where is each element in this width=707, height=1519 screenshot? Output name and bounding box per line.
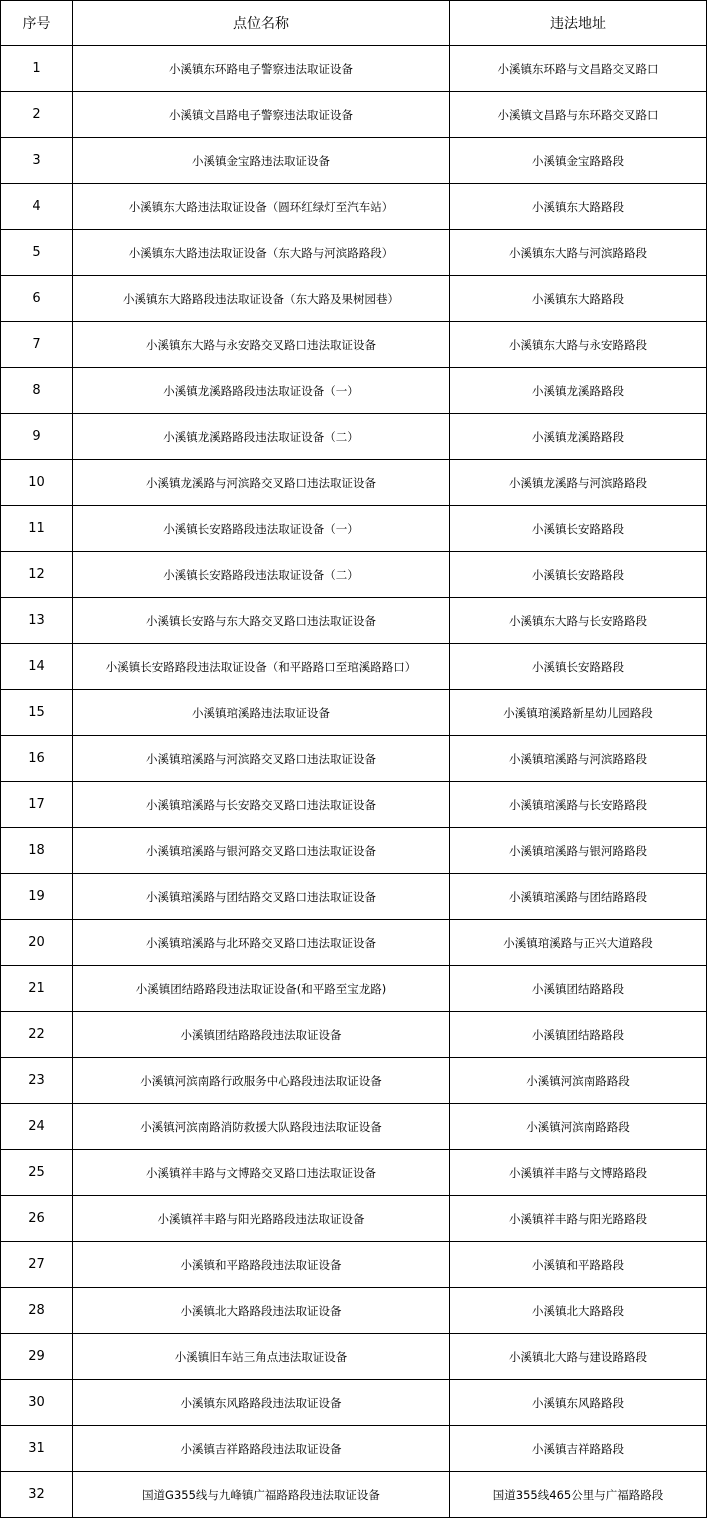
- table-row: [1, 460, 707, 506]
- row-violation-address-cell: 小溪镇东大路与河滨路路段: [450, 230, 707, 276]
- row-location-name-cell: 小溪镇琯溪路与团结路交叉路口违法取证设备: [73, 874, 450, 920]
- row-index-cell: 22: [1, 1012, 73, 1058]
- row-violation-address-cell: 小溪镇北大路路段: [450, 1288, 707, 1334]
- table-row: [1, 46, 707, 92]
- table-row: [1, 1426, 707, 1472]
- row-location-name-cell: 小溪镇琯溪路违法取证设备: [73, 690, 450, 736]
- row-violation-address-cell: 小溪镇河滨南路路段: [450, 1104, 707, 1150]
- row-violation-address-cell: 小溪镇东环路与文昌路交叉路口: [450, 46, 707, 92]
- table-row: [1, 1380, 707, 1426]
- row-location-name-cell: 小溪镇长安路路段违法取证设备（一）: [73, 506, 450, 552]
- header-index: 序号: [1, 1, 73, 46]
- row-index-cell: 7: [1, 322, 73, 368]
- row-location-name-cell: 小溪镇东大路违法取证设备（圆环红绿灯至汽车站）: [73, 184, 450, 230]
- row-violation-address-cell: 小溪镇长安路路段: [450, 552, 707, 598]
- table-row: [1, 598, 707, 644]
- row-violation-address-cell: 小溪镇文昌路与东环路交叉路口: [450, 92, 707, 138]
- row-index-cell: 1: [1, 46, 73, 92]
- table-row: [1, 1288, 707, 1334]
- row-index-cell: 16: [1, 736, 73, 782]
- row-index-cell: 4: [1, 184, 73, 230]
- row-violation-address-cell: 小溪镇长安路路段: [450, 644, 707, 690]
- row-location-name-cell: 小溪镇东大路与永安路交叉路口违法取证设备: [73, 322, 450, 368]
- row-location-name-cell: 小溪镇东大路违法取证设备（东大路与河滨路路段）: [73, 230, 450, 276]
- table-row: [1, 874, 707, 920]
- table-row: [1, 920, 707, 966]
- table-row: [1, 276, 707, 322]
- row-index-cell: 28: [1, 1288, 73, 1334]
- row-violation-address-cell: 小溪镇琯溪路与银河路路段: [450, 828, 707, 874]
- row-violation-address-cell: 小溪镇团结路路段: [450, 966, 707, 1012]
- table-row: [1, 230, 707, 276]
- row-violation-address-cell: 小溪镇龙溪路路段: [450, 414, 707, 460]
- row-location-name-cell: 小溪镇东风路路段违法取证设备: [73, 1380, 450, 1426]
- row-violation-address-cell: 小溪镇琯溪路新星幼儿园路段: [450, 690, 707, 736]
- row-location-name-cell: 小溪镇和平路路段违法取证设备: [73, 1242, 450, 1288]
- table-row: [1, 782, 707, 828]
- row-violation-address-cell: 小溪镇东大路与永安路路段: [450, 322, 707, 368]
- row-index-cell: 12: [1, 552, 73, 598]
- row-location-name-cell: 小溪镇吉祥路路段违法取证设备: [73, 1426, 450, 1472]
- table-row: [1, 828, 707, 874]
- row-index-cell: 23: [1, 1058, 73, 1104]
- row-violation-address-cell: 小溪镇和平路路段: [450, 1242, 707, 1288]
- row-location-name-cell: 小溪镇龙溪路路段违法取证设备（一）: [73, 368, 450, 414]
- row-index-cell: 17: [1, 782, 73, 828]
- row-violation-address-cell: 小溪镇吉祥路路段: [450, 1426, 707, 1472]
- row-violation-address-cell: 小溪镇东大路路段: [450, 276, 707, 322]
- table-row: [1, 322, 707, 368]
- header-row: [1, 1, 707, 46]
- row-location-name-cell: 小溪镇旧车站三角点违法取证设备: [73, 1334, 450, 1380]
- row-violation-address-cell: 小溪镇团结路路段: [450, 1012, 707, 1058]
- row-index-cell: 24: [1, 1104, 73, 1150]
- row-index-cell: 9: [1, 414, 73, 460]
- table-row: [1, 736, 707, 782]
- table-row: [1, 552, 707, 598]
- table-row: [1, 414, 707, 460]
- row-index-cell: 27: [1, 1242, 73, 1288]
- row-violation-address-cell: 小溪镇龙溪路与河滨路路段: [450, 460, 707, 506]
- row-index-cell: 20: [1, 920, 73, 966]
- table-row: [1, 1104, 707, 1150]
- row-index-cell: 30: [1, 1380, 73, 1426]
- row-violation-address-cell: 小溪镇东大路路段: [450, 184, 707, 230]
- row-location-name-cell: 小溪镇东环路电子警察违法取证设备: [73, 46, 450, 92]
- row-location-name-cell: 小溪镇文昌路电子警察违法取证设备: [73, 92, 450, 138]
- row-violation-address-cell: 小溪镇祥丰路与文博路路段: [450, 1150, 707, 1196]
- row-location-name-cell: 小溪镇琯溪路与河滨路交叉路口违法取证设备: [73, 736, 450, 782]
- table-row: [1, 1150, 707, 1196]
- table-row: [1, 966, 707, 1012]
- table-body: [1, 46, 707, 1518]
- row-index-cell: 21: [1, 966, 73, 1012]
- row-violation-address-cell: 小溪镇琯溪路与河滨路路段: [450, 736, 707, 782]
- row-violation-address-cell: 小溪镇龙溪路路段: [450, 368, 707, 414]
- row-location-name-cell: 小溪镇北大路路段违法取证设备: [73, 1288, 450, 1334]
- row-violation-address-cell: 小溪镇琯溪路与长安路路段: [450, 782, 707, 828]
- header-violation-address: 违法地址: [450, 1, 707, 46]
- row-index-cell: 19: [1, 874, 73, 920]
- row-location-name-cell: 小溪镇河滨南路消防救援大队路段违法取证设备: [73, 1104, 450, 1150]
- row-index-cell: 6: [1, 276, 73, 322]
- row-index-cell: 14: [1, 644, 73, 690]
- row-location-name-cell: 小溪镇琯溪路与银河路交叉路口违法取证设备: [73, 828, 450, 874]
- table-row: [1, 506, 707, 552]
- row-location-name-cell: 小溪镇金宝路违法取证设备: [73, 138, 450, 184]
- table-row: [1, 1058, 707, 1104]
- table-row: [1, 690, 707, 736]
- table-row: [1, 1472, 707, 1518]
- row-location-name-cell: 小溪镇龙溪路路段违法取证设备（二）: [73, 414, 450, 460]
- row-violation-address-cell: 小溪镇琯溪路与正兴大道路段: [450, 920, 707, 966]
- row-location-name-cell: 小溪镇琯溪路与长安路交叉路口违法取证设备: [73, 782, 450, 828]
- row-index-cell: 13: [1, 598, 73, 644]
- row-index-cell: 25: [1, 1150, 73, 1196]
- row-index-cell: 3: [1, 138, 73, 184]
- row-index-cell: 18: [1, 828, 73, 874]
- table-row: [1, 184, 707, 230]
- row-violation-address-cell: 小溪镇祥丰路与阳光路路段: [450, 1196, 707, 1242]
- row-index-cell: 26: [1, 1196, 73, 1242]
- table-row: [1, 1334, 707, 1380]
- row-location-name-cell: 小溪镇长安路路段违法取证设备（和平路路口至琯溪路路口）: [73, 644, 450, 690]
- row-location-name-cell: 小溪镇琯溪路与北环路交叉路口违法取证设备: [73, 920, 450, 966]
- row-violation-address-cell: 小溪镇东大路与长安路路段: [450, 598, 707, 644]
- table-row: [1, 1012, 707, 1058]
- row-location-name-cell: 小溪镇团结路路段违法取证设备: [73, 1012, 450, 1058]
- row-index-cell: 2: [1, 92, 73, 138]
- row-location-name-cell: 小溪镇团结路路段违法取证设备(和平路至宝龙路): [73, 966, 450, 1012]
- row-location-name-cell: 小溪镇长安路与东大路交叉路口违法取证设备: [73, 598, 450, 644]
- row-violation-address-cell: 小溪镇东风路路段: [450, 1380, 707, 1426]
- row-violation-address-cell: 小溪镇金宝路路段: [450, 138, 707, 184]
- row-violation-address-cell: 国道355线465公里与广福路路段: [450, 1472, 707, 1518]
- row-index-cell: 5: [1, 230, 73, 276]
- row-index-cell: 32: [1, 1472, 73, 1518]
- row-location-name-cell: 小溪镇祥丰路与阳光路路段违法取证设备: [73, 1196, 450, 1242]
- row-index-cell: 8: [1, 368, 73, 414]
- row-location-name-cell: 小溪镇祥丰路与文博路交叉路口违法取证设备: [73, 1150, 450, 1196]
- row-violation-address-cell: 小溪镇北大路与建设路路段: [450, 1334, 707, 1380]
- row-index-cell: 31: [1, 1426, 73, 1472]
- row-index-cell: 29: [1, 1334, 73, 1380]
- row-index-cell: 10: [1, 460, 73, 506]
- table-row: [1, 92, 707, 138]
- row-violation-address-cell: 小溪镇琯溪路与团结路路段: [450, 874, 707, 920]
- row-violation-address-cell: 小溪镇河滨南路路段: [450, 1058, 707, 1104]
- table-row: [1, 644, 707, 690]
- table-row: [1, 138, 707, 184]
- header-location-name: 点位名称: [73, 1, 450, 46]
- table-row: [1, 368, 707, 414]
- row-location-name-cell: 小溪镇龙溪路与河滨路交叉路口违法取证设备: [73, 460, 450, 506]
- row-index-cell: 11: [1, 506, 73, 552]
- row-location-name-cell: 小溪镇长安路路段违法取证设备（二）: [73, 552, 450, 598]
- row-location-name-cell: 国道G355线与九峰镇广福路路段违法取证设备: [73, 1472, 450, 1518]
- row-index-cell: 15: [1, 690, 73, 736]
- table-row: [1, 1242, 707, 1288]
- table-header: [1, 1, 707, 46]
- row-location-name-cell: 小溪镇东大路路段违法取证设备（东大路及果树园巷）: [73, 276, 450, 322]
- row-location-name-cell: 小溪镇河滨南路行政服务中心路段违法取证设备: [73, 1058, 450, 1104]
- table-row: [1, 1196, 707, 1242]
- row-violation-address-cell: 小溪镇长安路路段: [450, 506, 707, 552]
